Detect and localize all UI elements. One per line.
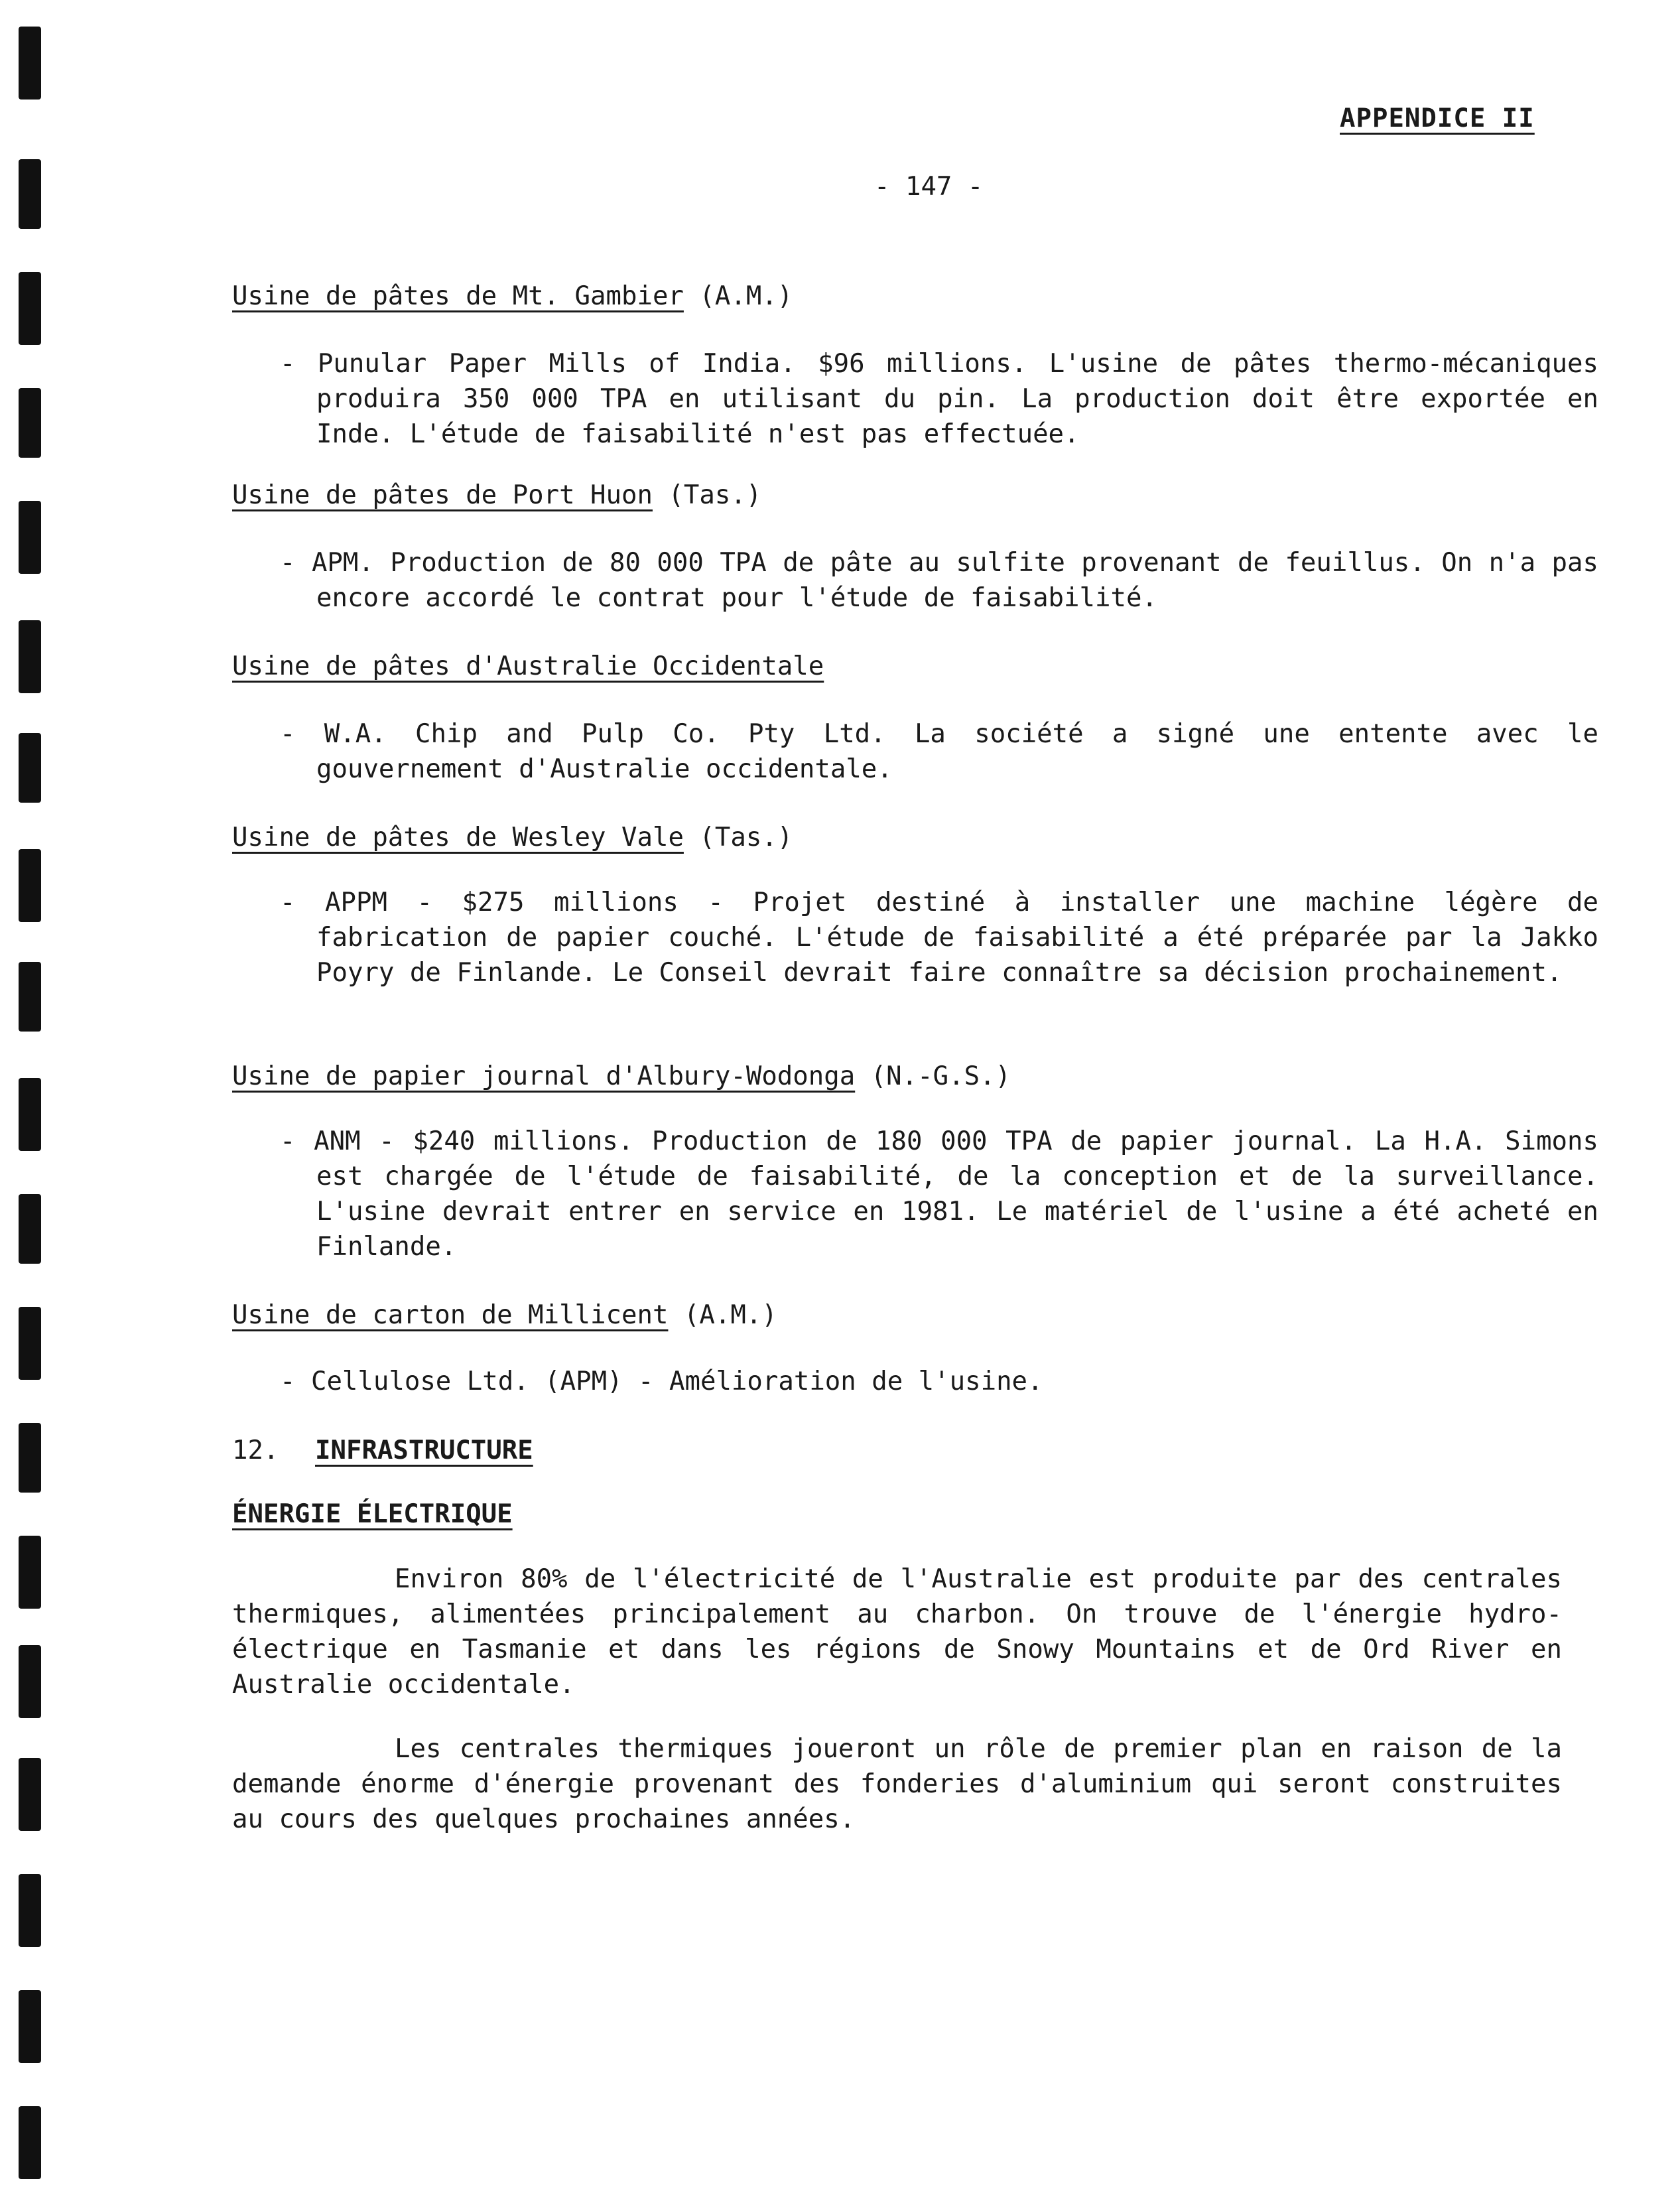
chapter-title: INFRASTRUCTURE: [315, 1436, 533, 1465]
section-title: Usine de pâtes de Wesley Vale: [232, 823, 684, 852]
appendix-label: APPENDICE II: [1340, 103, 1535, 133]
section-region: (N.-G.S.): [870, 1061, 1011, 1091]
project-item: - ANM - $240 millions. Production de 180 000 TPA de papier journal. La H.A. Simons est chargée de l'étude de faisabilité, de la conception et de la surveillance. L'usine devrait entrer en service en 1981. Le matériel de l'usine a été acheté en Finlande.: [280, 1126, 1598, 1262]
binder-mark: [19, 1194, 41, 1264]
binder-mark: [19, 620, 41, 693]
section-title: Usine de papier journal d'Albury-Wodonga: [232, 1061, 856, 1091]
section-heading: [232, 820, 793, 855]
binder-mark: [19, 1078, 41, 1151]
project-item: - APM. Production de 80 000 TPA de pâte au sulfite provenant de feuillus. On n'a pas encore accordé le contrat pour l'étude de faisabilité.: [280, 548, 1598, 613]
section-heading: [232, 1059, 1011, 1094]
project-item: - Punular Paper Mills of India. $96 millions. L'usine de pâtes thermo-mécaniques produira 350 000 TPA en utilisant du pin. La production doit être exportée en Inde. L'étude de faisabilité n'est pas effectuée.: [280, 349, 1598, 449]
section-region: (Tas.): [668, 480, 762, 510]
binder-mark: [19, 1990, 41, 2063]
section-title: Usine de pâtes de Port Huon: [232, 480, 653, 510]
binder-mark: [19, 1423, 41, 1493]
section-title: Usine de pâtes d'Australie Occidentale: [232, 651, 824, 681]
section-heading: [232, 649, 824, 684]
chapter-number: 12.: [232, 1436, 279, 1465]
binder-mark: [19, 1874, 41, 1947]
binder-mark: [19, 159, 41, 229]
binder-mark: [19, 1307, 41, 1380]
section-title: Usine de carton de Millicent: [232, 1300, 669, 1330]
binder-mark: [19, 962, 41, 1032]
body-paragraph: Les centrales thermiques joueront un rôle de premier plan en raison de la demande énorme d'énergie provenant des fonderies d'aluminium qui seront construites au cours des quelques prochaines années.: [232, 1734, 1562, 1834]
section-region: (A.M.): [683, 1300, 777, 1330]
binder-mark: [19, 2106, 41, 2179]
section-region: (Tas.): [699, 823, 793, 852]
subheading: ÉNERGIE ÉLECTRIQUE: [232, 1499, 513, 1529]
binder-mark: [19, 388, 41, 458]
section-heading: [232, 1298, 777, 1333]
binder-mark: [19, 501, 41, 574]
binder-mark: [19, 733, 41, 803]
project-item: - APPM - $275 millions - Projet destiné à installer une machine légère de fabrication de papier couché. L'étude de faisabilité a été préparée par la Jakko Poyry de Finlande. Le Conseil devrait faire connaître sa décision prochainement.: [280, 888, 1598, 988]
section-region: (A.M.): [699, 281, 793, 311]
binder-mark: [19, 1536, 41, 1609]
section-title: Usine de pâtes de Mt. Gambier: [232, 281, 684, 311]
binder-mark: [19, 1645, 41, 1718]
section-heading: [232, 478, 761, 513]
project-item: - Cellulose Ltd. (APM) - Amélioration de l'usine.: [280, 1367, 1043, 1396]
body-paragraph: Environ 80% de l'électricité de l'Australie est produite par des centrales thermiques, alimentées principalement au charbon. On trouve de l'énergie hydro-électrique en Tasmanie et dans les régions de Snowy Mountains et de Ord River en Australie occidentale.: [232, 1564, 1562, 1700]
chapter-heading: [232, 1433, 533, 1468]
binder-mark: [19, 27, 41, 100]
page-number: - 147 -: [874, 172, 984, 202]
project-item: - W.A. Chip and Pulp Co. Pty Ltd. La société a signé une entente avec le gouvernement d'Australie occidentale.: [280, 719, 1598, 784]
binder-mark: [19, 272, 41, 345]
binder-mark: [19, 1758, 41, 1831]
binder-mark: [19, 849, 41, 922]
section-heading: [232, 279, 793, 314]
